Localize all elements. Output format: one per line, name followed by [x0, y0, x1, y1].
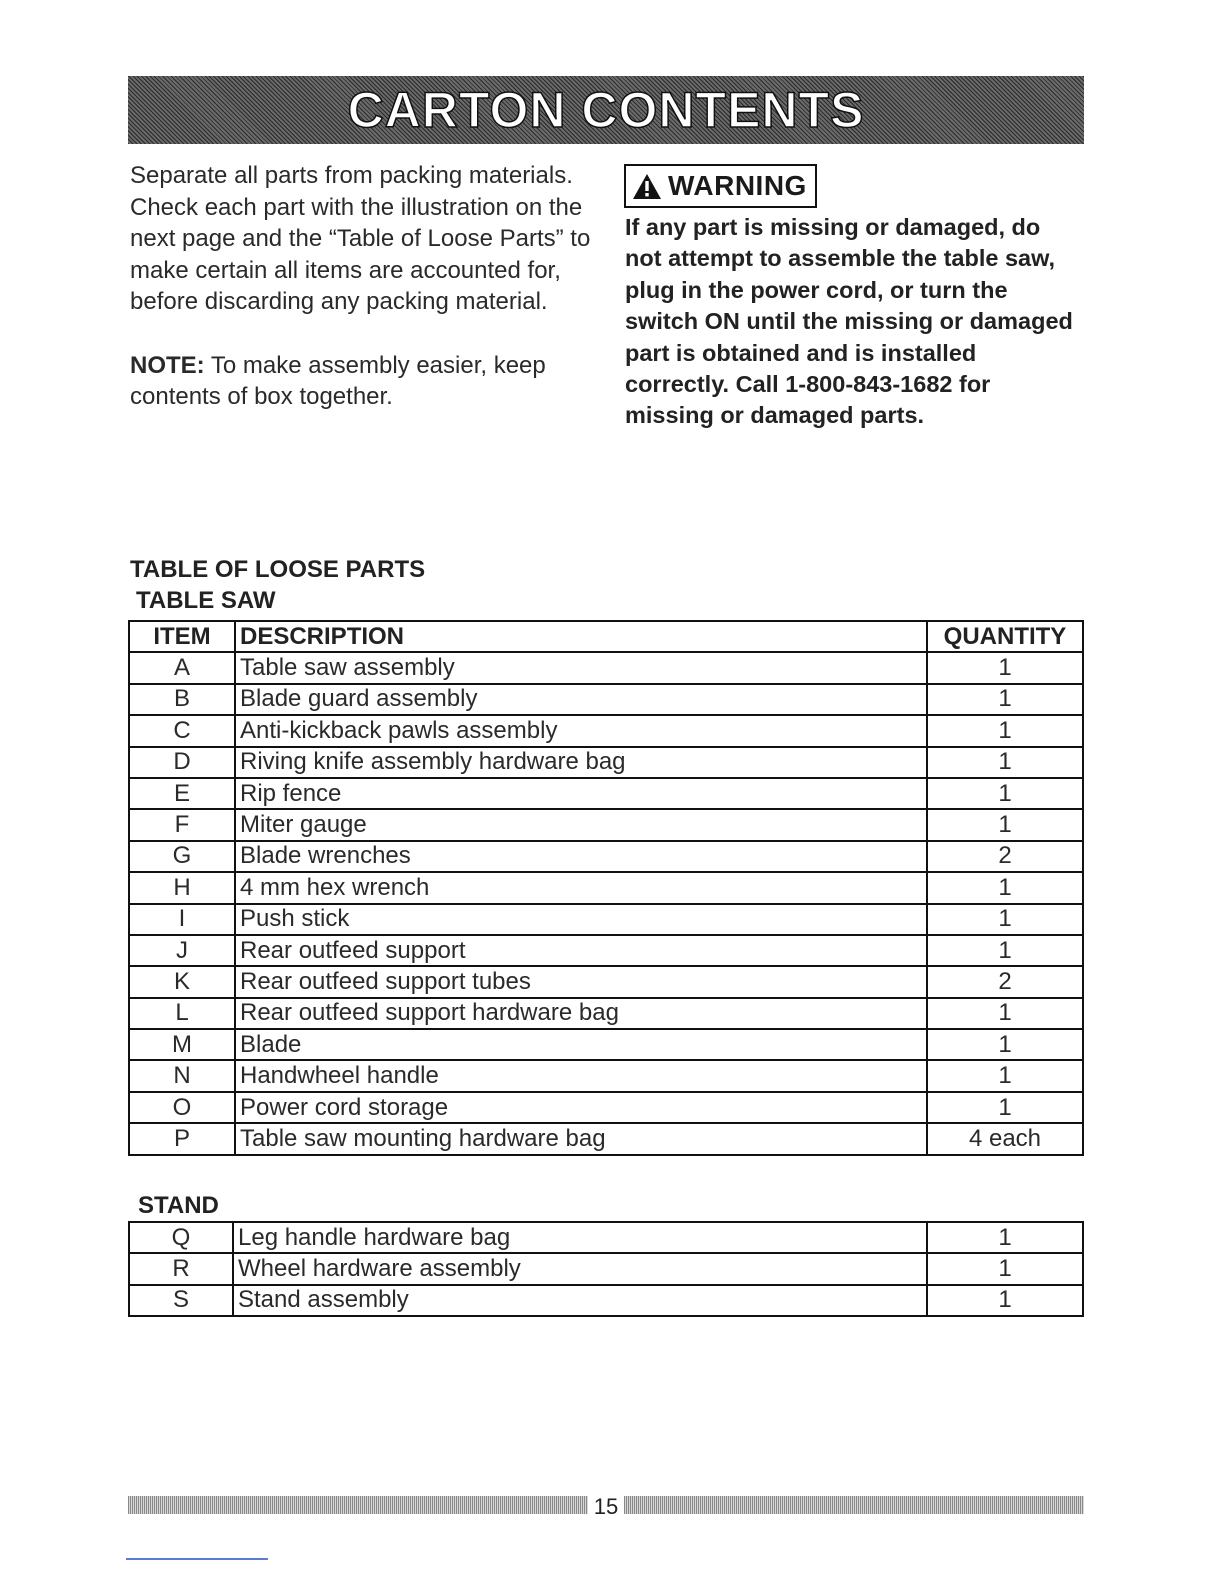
bottom-rule [126, 1558, 268, 1560]
table-row [129, 904, 1083, 935]
footer-bar-right [624, 1496, 1084, 1514]
table-saw-parts-table [128, 620, 1084, 1156]
header-item: ITEM [129, 621, 235, 652]
description-cell: Blade guard assembly [235, 684, 927, 715]
quantity-cell: 1 [927, 872, 1083, 903]
quantity-cell: 1 [927, 998, 1083, 1029]
description-cell: Wheel hardware assembly [233, 1253, 927, 1284]
description-cell: Rear outfeed support hardware bag [235, 998, 927, 1029]
page-number: 15 [593, 1494, 619, 1519]
quantity-cell: 1 [927, 809, 1083, 840]
quantity-cell: 1 [927, 652, 1083, 683]
quantity-cell: 4 each [927, 1123, 1083, 1154]
table-row [129, 1285, 1083, 1316]
quantity-cell: 1 [927, 904, 1083, 935]
table-row [129, 1029, 1083, 1060]
description-cell: Rear outfeed support [235, 935, 927, 966]
page-title: CARTON CONTENTS [347, 82, 865, 138]
item-cell: J [129, 935, 235, 966]
table-row [129, 841, 1083, 872]
table-row [129, 998, 1083, 1029]
quantity-cell: 1 [927, 684, 1083, 715]
description-cell: Table saw assembly [235, 652, 927, 683]
header-quantity: QUANTITY [927, 621, 1083, 652]
description-cell: Stand assembly [233, 1285, 927, 1316]
description-cell: Handwheel handle [235, 1060, 927, 1091]
quantity-cell: 1 [927, 778, 1083, 809]
table-row [129, 747, 1083, 778]
item-cell: P [129, 1123, 235, 1154]
description-cell: 4 mm hex wrench [235, 872, 927, 903]
quantity-cell: 1 [927, 1285, 1083, 1316]
note-label: NOTE: [130, 351, 205, 379]
description-cell: Power cord storage [235, 1092, 927, 1123]
intro-paragraph: Separate all parts from packing materials. Check each part with the illustration on the next page and the “Table of Loose Parts” to make certain all items are accounted for, before discarding any packing material. [130, 162, 591, 315]
item-cell: M [129, 1029, 235, 1060]
description-cell: Rear outfeed support tubes [235, 966, 927, 997]
item-cell: K [129, 966, 235, 997]
item-cell: S [129, 1285, 233, 1316]
quantity-cell: 1 [927, 747, 1083, 778]
table-subtitle: TABLE SAW [136, 587, 276, 614]
table-row [129, 1092, 1083, 1123]
item-cell: C [129, 715, 235, 746]
item-cell: O [129, 1092, 235, 1123]
table-row [129, 715, 1083, 746]
quantity-cell: 2 [927, 966, 1083, 997]
description-cell: Miter gauge [235, 809, 927, 840]
intro-section [130, 160, 600, 413]
item-cell: L [129, 998, 235, 1029]
description-cell: Riving knife assembly hardware bag [235, 747, 927, 778]
warning-label: WARNING [668, 170, 807, 201]
table-row [129, 652, 1083, 683]
item-cell: R [129, 1253, 233, 1284]
quantity-cell: 1 [927, 1092, 1083, 1123]
table-row [129, 872, 1083, 903]
item-cell: E [129, 778, 235, 809]
table-row [129, 935, 1083, 966]
item-cell: I [129, 904, 235, 935]
quantity-cell: 1 [927, 1029, 1083, 1060]
table-title: TABLE OF LOOSE PARTS [130, 556, 426, 583]
table-row [129, 809, 1083, 840]
table-row [129, 778, 1083, 809]
footer-bar-left [128, 1496, 588, 1514]
note-text: To make assembly easier, keep contents of box together. [130, 351, 546, 410]
warning-header [624, 164, 817, 208]
item-cell: Q [129, 1222, 233, 1253]
intro-note [130, 350, 600, 413]
description-cell: Push stick [235, 904, 927, 935]
quantity-cell: 1 [927, 1222, 1083, 1253]
table-row [129, 1222, 1083, 1253]
stand-title: STAND [138, 1192, 219, 1219]
quantity-cell: 1 [927, 1253, 1083, 1284]
table-row [129, 684, 1083, 715]
table-header-row [129, 621, 1083, 652]
table-row [129, 1123, 1083, 1154]
description-cell: Blade wrenches [235, 841, 927, 872]
description-cell: Rip fence [235, 778, 927, 809]
quantity-cell: 1 [927, 935, 1083, 966]
carton-contents-banner [128, 76, 1084, 144]
item-cell: A [129, 652, 235, 683]
item-cell: F [129, 809, 235, 840]
warning-text: If any part is missing or damaged, do not attempt to assemble the table saw, plug in the power cord, or turn the switch ON until the missing or damaged part is obtained and is installed correctly. Call 1-800-843-1682 for missing or damaged parts. [625, 214, 1073, 429]
quantity-cell: 2 [927, 841, 1083, 872]
header-description: DESCRIPTION [235, 621, 927, 652]
description-cell: Table saw mounting hardware bag [235, 1123, 927, 1154]
quantity-cell: 1 [927, 715, 1083, 746]
item-cell: G [129, 841, 235, 872]
table-row [129, 1060, 1083, 1091]
stand-parts-table [128, 1221, 1084, 1317]
item-cell: N [129, 1060, 235, 1091]
item-cell: B [129, 684, 235, 715]
warning-triangle-icon [632, 173, 662, 200]
item-cell: D [129, 747, 235, 778]
table-row [129, 966, 1083, 997]
quantity-cell: 1 [927, 1060, 1083, 1091]
description-cell: Leg handle hardware bag [233, 1222, 927, 1253]
description-cell: Anti-kickback pawls assembly [235, 715, 927, 746]
item-cell: H [129, 872, 235, 903]
table-row [129, 1253, 1083, 1284]
description-cell: Blade [235, 1029, 927, 1060]
